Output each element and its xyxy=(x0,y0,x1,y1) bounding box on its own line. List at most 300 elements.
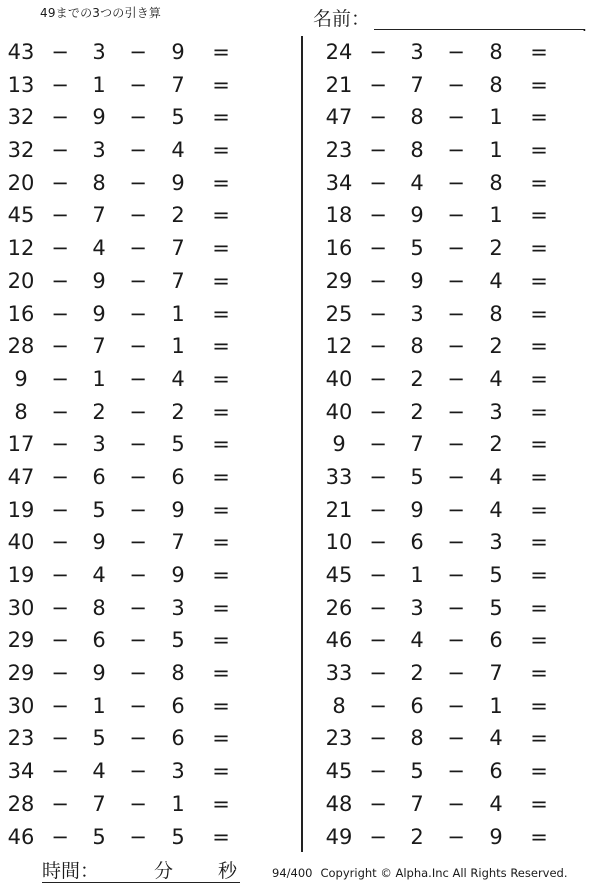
operand-2: 9 xyxy=(410,268,424,293)
minus-sign-2: − xyxy=(129,334,147,359)
minus-sign-2: − xyxy=(447,301,465,326)
equals-sign: = xyxy=(212,726,230,751)
name-field xyxy=(313,4,587,35)
minus-sign-1: − xyxy=(369,236,387,261)
equals-sign: = xyxy=(530,628,548,653)
operand-2: 8 xyxy=(92,170,106,195)
left-problem-column xyxy=(0,36,260,853)
minus-sign-1: − xyxy=(369,138,387,163)
operand-1: 46 xyxy=(325,628,353,653)
minus-sign-1: − xyxy=(51,464,69,489)
operand-1: 40 xyxy=(325,399,353,424)
problem-row xyxy=(318,134,578,167)
operand-1: 45 xyxy=(325,759,353,784)
operand-2: 1 xyxy=(92,366,106,391)
operand-1: 47 xyxy=(7,464,35,489)
operand-1: 9 xyxy=(14,366,28,391)
minus-sign-2: − xyxy=(447,334,465,359)
name-label: 名前： xyxy=(313,8,371,30)
operand-2: 4 xyxy=(92,759,106,784)
equals-sign: = xyxy=(212,301,230,326)
operand-2: 1 xyxy=(410,563,424,587)
equals-sign: = xyxy=(212,791,230,816)
operand-2: 4 xyxy=(92,236,106,261)
equals-sign: = xyxy=(212,628,230,653)
equals-sign: = xyxy=(530,236,548,261)
equals-sign: = xyxy=(530,203,548,228)
operand-3: 9 xyxy=(171,563,185,587)
operand-2: 6 xyxy=(92,628,106,653)
worksheet-title: 49までの3つの引き算 xyxy=(40,6,162,20)
operand-2: 8 xyxy=(410,105,424,130)
operand-1: 40 xyxy=(7,530,35,555)
problem-row xyxy=(0,428,260,461)
minus-sign-1: − xyxy=(51,791,69,816)
operand-3: 6 xyxy=(489,628,503,653)
equals-sign: = xyxy=(212,105,230,130)
minus-sign-2: − xyxy=(129,628,147,653)
operand-1: 32 xyxy=(7,138,35,163)
equals-sign: = xyxy=(530,563,548,587)
operand-1: 43 xyxy=(7,40,35,64)
minus-sign-1: − xyxy=(51,138,69,163)
operand-3: 5 xyxy=(171,432,185,457)
minus-sign-1: − xyxy=(369,40,387,64)
problem-row xyxy=(318,592,578,625)
operand-3: 5 xyxy=(489,563,503,587)
problem-row xyxy=(318,821,578,854)
equals-sign: = xyxy=(530,432,548,457)
minus-sign-1: − xyxy=(51,432,69,457)
problem-row xyxy=(318,363,578,396)
operand-3: 5 xyxy=(171,628,185,653)
operand-1: 47 xyxy=(325,105,353,130)
minus-sign-1: − xyxy=(369,693,387,718)
equals-sign: = xyxy=(530,464,548,489)
operand-2: 8 xyxy=(92,595,106,620)
operand-2: 9 xyxy=(92,301,106,326)
minus-sign-2: − xyxy=(129,203,147,228)
problem-row xyxy=(318,624,578,657)
equals-sign: = xyxy=(212,563,230,587)
operand-1: 13 xyxy=(7,72,35,97)
minus-sign-1: − xyxy=(369,595,387,620)
time-label: 時間： xyxy=(42,860,100,882)
minus-sign-2: − xyxy=(129,595,147,620)
operand-3: 4 xyxy=(171,138,185,163)
footer-info xyxy=(272,866,568,880)
problem-row xyxy=(0,690,260,723)
operand-1: 29 xyxy=(325,268,353,293)
operand-1: 18 xyxy=(325,203,353,228)
operand-2: 6 xyxy=(410,530,424,555)
operand-1: 48 xyxy=(325,791,353,816)
operand-1: 8 xyxy=(14,399,28,424)
operand-2: 7 xyxy=(92,791,106,816)
operand-3: 9 xyxy=(489,824,503,849)
problem-row xyxy=(318,690,578,723)
problem-row xyxy=(0,101,260,134)
operand-1: 19 xyxy=(7,563,35,587)
minus-sign-2: − xyxy=(447,824,465,849)
equals-sign: = xyxy=(212,236,230,261)
operand-1: 32 xyxy=(7,105,35,130)
equals-sign: = xyxy=(530,399,548,424)
operand-3: 9 xyxy=(171,170,185,195)
operand-2: 2 xyxy=(410,399,424,424)
equals-sign: = xyxy=(212,203,230,228)
equals-sign: = xyxy=(212,138,230,163)
equals-sign: = xyxy=(212,661,230,686)
minus-sign-2: − xyxy=(129,432,147,457)
equals-sign: = xyxy=(530,72,548,97)
operand-2: 8 xyxy=(410,726,424,751)
operand-3: 2 xyxy=(489,334,503,359)
problem-row xyxy=(0,298,260,331)
operand-3: 4 xyxy=(489,497,503,522)
operand-2: 6 xyxy=(410,693,424,718)
operand-1: 17 xyxy=(7,432,35,457)
operand-3: 5 xyxy=(171,105,185,130)
operand-2: 9 xyxy=(92,268,106,293)
equals-sign: = xyxy=(530,268,548,293)
operand-2: 7 xyxy=(410,72,424,97)
minus-sign-1: − xyxy=(369,824,387,849)
operand-1: 12 xyxy=(7,236,35,261)
minus-sign-1: − xyxy=(369,399,387,424)
operand-3: 5 xyxy=(171,824,185,849)
minus-sign-1: − xyxy=(51,530,69,555)
operand-2: 2 xyxy=(410,661,424,686)
problem-row xyxy=(0,265,260,298)
problem-row xyxy=(318,461,578,494)
operand-2: 5 xyxy=(410,236,424,261)
equals-sign: = xyxy=(530,726,548,751)
minus-sign-2: − xyxy=(447,236,465,261)
operand-3: 1 xyxy=(489,203,503,228)
minus-sign-2: − xyxy=(447,203,465,228)
minutes-label: 分 xyxy=(154,860,174,882)
minus-sign-1: − xyxy=(51,693,69,718)
minus-sign-1: − xyxy=(369,497,387,522)
problem-row xyxy=(318,788,578,821)
problem-row xyxy=(318,36,578,69)
operand-1: 30 xyxy=(7,595,35,620)
operand-1: 29 xyxy=(7,661,35,686)
minus-sign-1: − xyxy=(51,661,69,686)
operand-1: 45 xyxy=(7,203,35,228)
equals-sign: = xyxy=(212,693,230,718)
equals-sign: = xyxy=(530,530,548,555)
minus-sign-1: − xyxy=(369,661,387,686)
time-record-field xyxy=(42,856,240,883)
problem-row xyxy=(318,559,578,592)
equals-sign: = xyxy=(530,366,548,391)
problem-row xyxy=(0,69,260,102)
minus-sign-2: − xyxy=(129,268,147,293)
minus-sign-1: − xyxy=(51,268,69,293)
minus-sign-1: − xyxy=(369,464,387,489)
problem-row xyxy=(0,624,260,657)
operand-2: 8 xyxy=(410,138,424,163)
problem-row xyxy=(318,232,578,265)
operand-3: 3 xyxy=(171,595,185,620)
equals-sign: = xyxy=(212,497,230,522)
minus-sign-2: − xyxy=(129,399,147,424)
equals-sign: = xyxy=(530,497,548,522)
minus-sign-1: − xyxy=(51,105,69,130)
operand-3: 2 xyxy=(171,203,185,228)
page-number: 94/400 xyxy=(272,866,313,880)
operand-1: 9 xyxy=(332,432,346,457)
problem-row xyxy=(318,330,578,363)
operand-2: 9 xyxy=(410,497,424,522)
operand-3: 7 xyxy=(489,661,503,686)
operand-2: 3 xyxy=(410,40,424,64)
operand-3: 7 xyxy=(171,72,185,97)
operand-2: 1 xyxy=(92,72,106,97)
operand-2: 7 xyxy=(410,432,424,457)
minus-sign-1: − xyxy=(51,628,69,653)
equals-sign: = xyxy=(212,464,230,489)
minus-sign-1: − xyxy=(369,432,387,457)
operand-1: 20 xyxy=(7,170,35,195)
minus-sign-2: − xyxy=(129,366,147,391)
operand-3: 8 xyxy=(489,72,503,97)
operand-3: 8 xyxy=(489,170,503,195)
equals-sign: = xyxy=(212,824,230,849)
operand-1: 30 xyxy=(7,693,35,718)
equals-sign: = xyxy=(530,105,548,130)
operand-1: 29 xyxy=(7,628,35,653)
minus-sign-2: − xyxy=(447,530,465,555)
problem-row xyxy=(0,559,260,592)
operand-3: 6 xyxy=(171,726,185,751)
operand-2: 5 xyxy=(92,497,106,522)
equals-sign: = xyxy=(212,399,230,424)
minus-sign-1: − xyxy=(369,268,387,293)
equals-sign: = xyxy=(530,301,548,326)
operand-3: 2 xyxy=(489,236,503,261)
minus-sign-1: − xyxy=(51,40,69,64)
minus-sign-2: − xyxy=(129,759,147,784)
operand-2: 3 xyxy=(92,432,106,457)
equals-sign: = xyxy=(530,138,548,163)
operand-1: 16 xyxy=(7,301,35,326)
operand-1: 23 xyxy=(325,726,353,751)
operand-3: 4 xyxy=(489,366,503,391)
equals-sign: = xyxy=(530,759,548,784)
operand-3: 4 xyxy=(489,791,503,816)
minus-sign-2: − xyxy=(447,464,465,489)
name-input-line[interactable] xyxy=(374,9,587,35)
operand-1: 12 xyxy=(325,334,353,359)
operand-2: 3 xyxy=(410,595,424,620)
equals-sign: = xyxy=(212,72,230,97)
equals-sign: = xyxy=(212,40,230,64)
equals-sign: = xyxy=(212,530,230,555)
minus-sign-1: − xyxy=(369,203,387,228)
equals-sign: = xyxy=(530,40,548,64)
operand-3: 3 xyxy=(171,759,185,784)
problem-row xyxy=(318,298,578,331)
minus-sign-2: − xyxy=(447,693,465,718)
problem-row xyxy=(0,461,260,494)
operand-2: 5 xyxy=(410,464,424,489)
operand-1: 24 xyxy=(325,40,353,64)
problem-row xyxy=(318,265,578,298)
minus-sign-2: − xyxy=(129,661,147,686)
operand-1: 45 xyxy=(325,563,353,587)
operand-3: 7 xyxy=(171,530,185,555)
operand-3: 8 xyxy=(489,40,503,64)
problem-row xyxy=(318,69,578,102)
operand-3: 3 xyxy=(489,399,503,424)
operand-3: 7 xyxy=(171,268,185,293)
problem-row xyxy=(0,330,260,363)
problem-row xyxy=(318,755,578,788)
minus-sign-2: − xyxy=(129,530,147,555)
minus-sign-1: − xyxy=(51,726,69,751)
operand-1: 33 xyxy=(325,464,353,489)
minus-sign-2: − xyxy=(447,170,465,195)
problem-row xyxy=(0,788,260,821)
operand-1: 28 xyxy=(7,791,35,816)
problem-row xyxy=(318,494,578,527)
equals-sign: = xyxy=(530,824,548,849)
operand-3: 2 xyxy=(489,432,503,457)
operand-3: 4 xyxy=(489,268,503,293)
minus-sign-2: − xyxy=(129,105,147,130)
problem-row xyxy=(0,134,260,167)
minus-sign-1: − xyxy=(369,170,387,195)
equals-sign: = xyxy=(212,334,230,359)
minus-sign-2: − xyxy=(447,628,465,653)
minus-sign-2: − xyxy=(129,170,147,195)
minus-sign-2: − xyxy=(129,693,147,718)
minus-sign-1: − xyxy=(51,301,69,326)
operand-2: 4 xyxy=(92,563,106,587)
minus-sign-2: − xyxy=(447,72,465,97)
operand-3: 1 xyxy=(171,334,185,359)
operand-3: 1 xyxy=(171,791,185,816)
minus-sign-2: − xyxy=(129,464,147,489)
operand-3: 6 xyxy=(171,693,185,718)
operand-1: 34 xyxy=(7,759,35,784)
operand-1: 25 xyxy=(325,301,353,326)
operand-3: 4 xyxy=(489,464,503,489)
operand-2: 1 xyxy=(92,693,106,718)
minus-sign-2: − xyxy=(447,432,465,457)
operand-1: 34 xyxy=(325,170,353,195)
operand-3: 1 xyxy=(489,138,503,163)
seconds-label: 秒 xyxy=(218,860,238,882)
minus-sign-2: − xyxy=(129,563,147,587)
minus-sign-1: − xyxy=(51,399,69,424)
problem-row xyxy=(0,396,260,429)
minus-sign-1: − xyxy=(369,72,387,97)
operand-1: 49 xyxy=(325,824,353,849)
operand-1: 23 xyxy=(7,726,35,751)
minus-sign-1: − xyxy=(369,105,387,130)
operand-2: 7 xyxy=(92,203,106,228)
operand-2: 2 xyxy=(410,366,424,391)
problem-row xyxy=(0,526,260,559)
operand-3: 6 xyxy=(171,464,185,489)
problem-row xyxy=(0,722,260,755)
operand-2: 5 xyxy=(92,824,106,849)
operand-2: 5 xyxy=(410,759,424,784)
operand-3: 4 xyxy=(489,726,503,751)
operand-3: 1 xyxy=(489,105,503,130)
operand-2: 6 xyxy=(92,464,106,489)
minus-sign-2: − xyxy=(447,105,465,130)
minus-sign-1: − xyxy=(51,824,69,849)
operand-3: 4 xyxy=(171,366,185,391)
operand-1: 40 xyxy=(325,366,353,391)
equals-sign: = xyxy=(212,432,230,457)
problem-row xyxy=(0,199,260,232)
minus-sign-1: − xyxy=(369,791,387,816)
operand-3: 9 xyxy=(171,40,185,64)
operand-1: 26 xyxy=(325,595,353,620)
operand-1: 10 xyxy=(325,530,353,555)
operand-2: 9 xyxy=(410,203,424,228)
equals-sign: = xyxy=(212,366,230,391)
problem-row xyxy=(318,657,578,690)
minus-sign-1: − xyxy=(51,497,69,522)
minus-sign-1: − xyxy=(369,366,387,391)
equals-sign: = xyxy=(530,595,548,620)
minus-sign-2: − xyxy=(447,138,465,163)
minus-sign-2: − xyxy=(447,595,465,620)
operand-3: 8 xyxy=(171,661,185,686)
minus-sign-2: − xyxy=(129,40,147,64)
minus-sign-2: − xyxy=(129,301,147,326)
equals-sign: = xyxy=(212,759,230,784)
operand-3: 8 xyxy=(489,301,503,326)
operand-2: 7 xyxy=(410,791,424,816)
minus-sign-2: − xyxy=(129,138,147,163)
operand-2: 3 xyxy=(410,301,424,326)
operand-2: 3 xyxy=(92,138,106,163)
problem-row xyxy=(318,396,578,429)
problem-row xyxy=(0,657,260,690)
operand-2: 9 xyxy=(92,105,106,130)
operand-3: 9 xyxy=(171,497,185,522)
operand-2: 5 xyxy=(92,726,106,751)
operand-1: 19 xyxy=(7,497,35,522)
minus-sign-1: − xyxy=(51,563,69,587)
operand-1: 20 xyxy=(7,268,35,293)
operand-1: 23 xyxy=(325,138,353,163)
problem-row xyxy=(0,232,260,265)
minus-sign-2: − xyxy=(447,563,465,587)
minus-sign-2: − xyxy=(129,824,147,849)
operand-3: 3 xyxy=(489,530,503,555)
equals-sign: = xyxy=(530,693,548,718)
minus-sign-2: − xyxy=(447,759,465,784)
minus-sign-2: − xyxy=(447,268,465,293)
minus-sign-1: − xyxy=(369,563,387,587)
operand-3: 1 xyxy=(489,693,503,718)
operand-3: 6 xyxy=(489,759,503,784)
minus-sign-1: − xyxy=(51,236,69,261)
minus-sign-1: − xyxy=(369,334,387,359)
minus-sign-1: − xyxy=(51,72,69,97)
equals-sign: = xyxy=(212,595,230,620)
minus-sign-1: − xyxy=(51,759,69,784)
